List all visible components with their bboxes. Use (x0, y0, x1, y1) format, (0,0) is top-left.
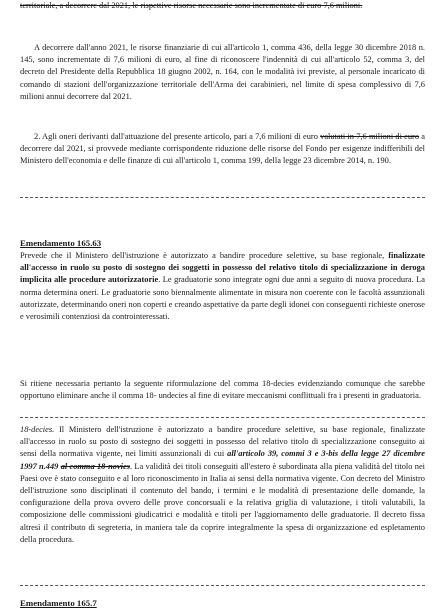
paragraph-2-text: 2. Agli oneri derivanti dall'attuazione del presente articolo, pari a 7,6 milioni di euro valutati in 7,6 milioni di euro a decorrere dal 2021, si provvede mediante corrispondente riduzione delle risorse del Fondo per esigenze indifferibili del Ministero dell'economia e delle finanze di cui all'articolo 1, comma 199, della legge 23 dicembre 2014, n. 190. (20, 132, 425, 166)
paragraph-3 (20, 250, 425, 323)
struck-text: territoriale, a decorrere dal 2021, le rispettive risorse necessarie sono incrementate di euro 7,6 milioni. (20, 1, 363, 10)
paragraph-3-text: Prevede che il Ministero dell'istruzione è autorizzato a bandire procedure selettive, su base regionale, finalizzate all'accesso in ruolo su posto di sostegno dei soggetti in possesso del relativo titolo di specializzazione in deroga implicita alle procedure autorizzatorie. Le graduatorie sono integrate ogni due anni a seguito di nuova procedura. La norma determina oneri. Le graduatorie sono biennalmente alimentate in misura non coerente con le facoltà assunzionali autorizzate, determinando oneri non coperti e creando aspettative da parte degli idonei con conseguenti richieste onerose e verosimili contenziosi da controinteressati. (20, 251, 425, 322)
struck-text: al comma 18-novies (60, 461, 130, 471)
amendment-heading-2: Emendamento 165.7 (20, 598, 97, 608)
paragraph-1-text: A decorrere dall'anno 2021, le risorse finanziarie di cui all'articolo 1, comma 436, della legge 30 dicembre 2018 n. 145, sono incrementate di 7,6 milioni di euro, al fine di riconoscere l'indennità di cui all'articolo 52, comma 3, del decreto del Presidente della Repubblica 18 giugno 2002, n. 164, con le modalità ivi previste, al personale incaricato di comando di stazioni dell'organizzazione territoriale dell'Arma dei carabinieri, nel limite di spesa complessivo di 7,6 milioni annui decorrere dal 2021. (20, 43, 425, 101)
paragraph-4 (20, 378, 425, 402)
paragraph-1 (20, 42, 425, 103)
paragraph-5 (20, 424, 425, 546)
paragraph-2 (20, 131, 425, 168)
struck-text: valutati in 7,6 milioni di euro (320, 132, 420, 141)
paragraph-5-text: 18-decies. Il Ministero dell'istruzione è autorizzato a bandire procedure selettive, su base regionale, finalizzate all'accesso in ruolo su posto di sostegno dei soggetti in possesso del relativo titolo di specializzazione conseguito ai sensi della normativa vigente, nei limiti assunzionali di cui all'articolo 39, commi 3 e 3-bis della legge 27 dicembre 1997 n.449 al comma 18-novies. La validità dei titoli conseguiti all'estero è subordinata alla piena validità del titolo nei Paesi ove è stato conseguito e al loro riconoscimento in Italia ai sensi della normativa vigente. Con decreto del Ministro dell'istruzione sono disciplinati il contenuto del bando, i termini e le modalità di presentazione delle domande, la configurazione della prova ovvero delle prove concorsuali e la relativa griglia di valutazione, i titoli valutabili, la composizione delle commissioni giudicatrici e modalità e titoli per l'aggiornamento delle graduatorie. Il decreto fissa altresì il contributo di segreteria, in maniera tale da coprire integralmente la spesa di organizzazione ed espletamento della procedura. (20, 425, 425, 544)
amendment-heading-1: Emendamento 165.63 (20, 238, 102, 248)
divider (20, 585, 425, 586)
paragraph-4-text: Si ritiene necessaria pertanto la seguente riformulazione del comma 18-decies evidenziando comunque che sarebbe opportuno eliminare anche il comma 18- undecies al fine di evitare meccanismi conflittuali fra i presenti in graduatoria. (20, 379, 425, 401)
paragraph-continuation (20, 0, 425, 12)
divider (20, 417, 425, 418)
divider (20, 197, 425, 198)
